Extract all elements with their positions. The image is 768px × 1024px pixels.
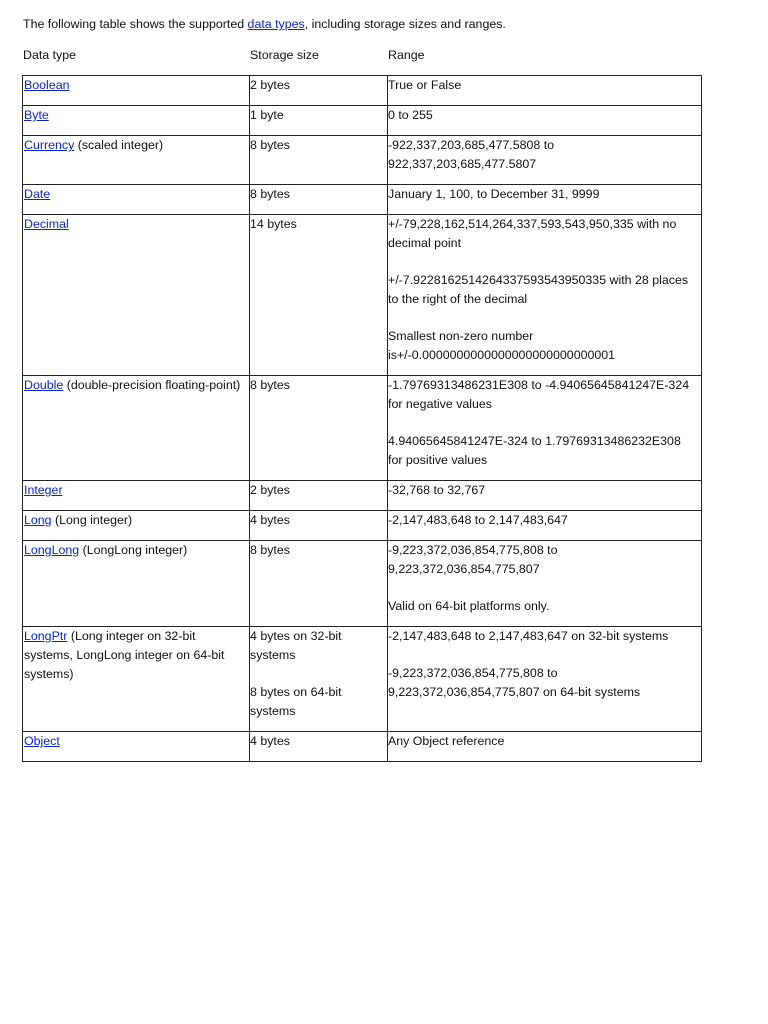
storage-size-cell (250, 106, 388, 136)
range-text: -2,147,483,648 to 2,147,483,647 (388, 513, 568, 527)
range-cell (388, 376, 702, 481)
data-type-cell (23, 376, 250, 481)
data-type-link[interactable]: Decimal (24, 217, 69, 231)
range-text: +/-7.9228162514264337593543950335 with 28 places to the right of the decimal (388, 273, 689, 306)
range-text: -9,223,372,036,854,775,808 to 9,223,372,036,854,775,807 on 64-bit systems (388, 666, 641, 699)
data-type-cell (23, 627, 250, 732)
data-types-table (22, 75, 702, 762)
range-cell (388, 511, 702, 541)
storage-size-cell (250, 511, 388, 541)
storage-size-text: 4 bytes (250, 734, 290, 748)
storage-size-text: 8 bytes (250, 187, 290, 201)
storage-size-cell (250, 76, 388, 106)
table-row (23, 511, 702, 541)
range-cell (388, 215, 702, 376)
table-row (23, 215, 702, 376)
data-types-link[interactable]: data types (247, 17, 305, 31)
storage-size-cell (250, 732, 388, 762)
intro-text-before: The following table shows the supported (23, 17, 248, 31)
table-row (23, 481, 702, 511)
data-type-link[interactable]: Boolean (24, 78, 70, 92)
range-text: True or False (388, 78, 462, 92)
range-cell (388, 481, 702, 511)
table-row (23, 185, 702, 215)
data-type-cell (23, 185, 250, 215)
storage-size-cell (250, 376, 388, 481)
storage-size-text: 1 byte (250, 108, 284, 122)
storage-size-text: 14 bytes (250, 217, 297, 231)
table-row (23, 732, 702, 762)
range-cell (388, 541, 702, 627)
data-type-cell (23, 136, 250, 185)
table-row (23, 136, 702, 185)
data-type-note: (scaled integer) (74, 138, 164, 152)
range-text: -32,768 to 32,767 (388, 483, 486, 497)
range-text: Valid on 64-bit platforms only. (388, 599, 550, 613)
data-type-link[interactable]: LongPtr (24, 629, 68, 643)
range-text: -922,337,203,685,477.5808 to 922,337,203,685,477.5807 (388, 138, 555, 171)
data-type-note: (LongLong integer) (79, 543, 188, 557)
range-text: -2,147,483,648 to 2,147,483,647 on 32-bit systems (388, 629, 669, 643)
data-type-link[interactable]: Byte (24, 108, 49, 122)
header-data-type: Data type (23, 48, 77, 62)
range-cell (388, 106, 702, 136)
data-type-link[interactable]: Integer (24, 483, 63, 497)
storage-size-text: 8 bytes (250, 543, 290, 557)
table-row (23, 106, 702, 136)
data-type-cell (23, 215, 250, 376)
data-type-note: (double-precision floating-point) (63, 378, 241, 392)
storage-size-cell (250, 627, 388, 732)
data-type-note: (Long integer) (51, 513, 133, 527)
storage-size-text: 2 bytes (250, 78, 290, 92)
data-type-cell (23, 106, 250, 136)
storage-size-text: 4 bytes on 32-bit systems (250, 629, 342, 662)
range-cell (388, 732, 702, 762)
range-text: Smallest non-zero number is+/-0.0000000000000000000000000001 (388, 329, 616, 362)
range-cell (388, 185, 702, 215)
data-type-cell (23, 732, 250, 762)
storage-size-cell (250, 481, 388, 511)
range-text: 4.94065645841247E-324 to 1.79769313486232E308 for positive values (388, 434, 681, 467)
range-text: January 1, 100, to December 31, 9999 (388, 187, 600, 201)
header-range: Range (388, 48, 425, 62)
storage-size-cell (250, 215, 388, 376)
data-type-cell (23, 481, 250, 511)
storage-size-cell (250, 185, 388, 215)
storage-size-cell (250, 136, 388, 185)
intro-text-after: , including storage sizes and ranges. (304, 17, 506, 31)
table-row (23, 541, 702, 627)
table-header-row (23, 46, 701, 66)
data-type-link[interactable]: Date (24, 187, 51, 201)
range-text: -9,223,372,036,854,775,808 to 9,223,372,036,854,775,807 (388, 543, 558, 576)
range-cell (388, 627, 702, 732)
table-row (23, 376, 702, 481)
data-type-cell (23, 541, 250, 627)
range-cell (388, 136, 702, 185)
range-text: +/-79,228,162,514,264,337,593,543,950,335 with no decimal point (388, 217, 677, 250)
table-row (23, 76, 702, 106)
data-type-link[interactable]: Object (24, 734, 60, 748)
range-text: -1.79769313486231E308 to -4.94065645841247E-324 for negative values (388, 378, 690, 411)
storage-size-cell (250, 541, 388, 627)
data-type-link[interactable]: Long (24, 513, 52, 527)
data-type-link[interactable]: LongLong (24, 543, 80, 557)
intro-paragraph (23, 15, 506, 34)
range-text: 0 to 255 (388, 108, 433, 122)
header-storage-size: Storage size (250, 48, 319, 62)
data-type-link[interactable]: Currency (24, 138, 75, 152)
table-row (23, 627, 702, 732)
storage-size-text: 8 bytes on 64-bit systems (250, 685, 342, 718)
storage-size-text: 4 bytes (250, 513, 290, 527)
data-type-link[interactable]: Double (24, 378, 64, 392)
range-cell (388, 76, 702, 106)
range-text: Any Object reference (388, 734, 505, 748)
storage-size-text: 8 bytes (250, 138, 290, 152)
data-type-cell (23, 76, 250, 106)
data-types-table-body (23, 76, 702, 762)
storage-size-text: 8 bytes (250, 378, 290, 392)
data-type-cell (23, 511, 250, 541)
storage-size-text: 2 bytes (250, 483, 290, 497)
data-type-note: (Long integer on 32-bit systems, LongLong integer on 64-bit systems) (24, 629, 225, 681)
